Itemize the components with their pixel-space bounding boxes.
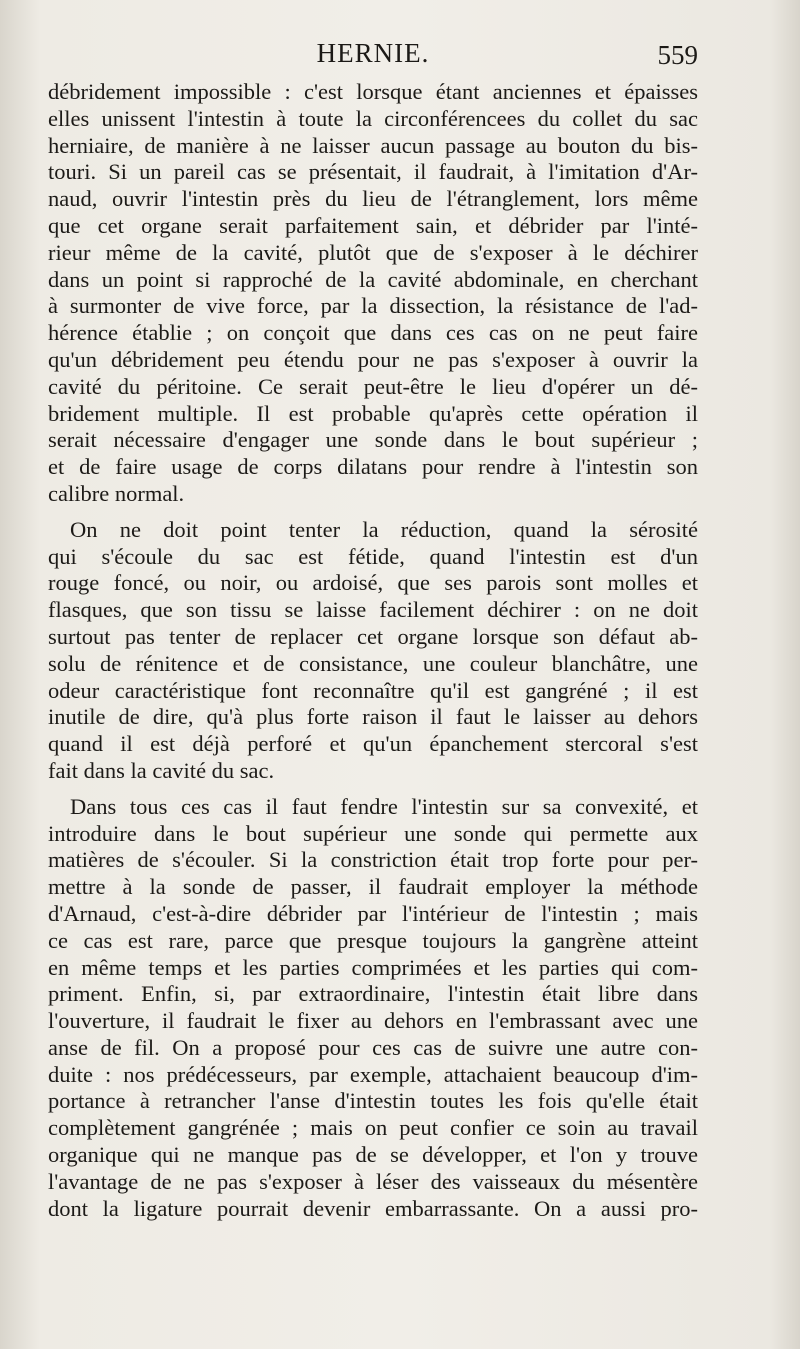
text-line: complètement gangrénée ; mais on peut confier ce soin au travail (48, 1115, 698, 1141)
text-line: qu'un débridement peu étendu pour ne pas s'exposer à ouvrir la (48, 346, 698, 372)
text-line: cavité du péritoine. Ce serait peut-être le lieu d'opérer un dé- (48, 373, 698, 399)
text-line: débridement impossible : c'est lorsque étant anciennes et épaisses (48, 79, 698, 104)
text-line: rieur même de la cavité, plutôt que de s'exposer à le déchirer (48, 239, 698, 265)
text-line: dont la ligature pourrait devenir embarrassante. On a aussi pro- (48, 1195, 698, 1221)
text-line: bridement multiple. Il est probable qu'après cette opération il (48, 400, 698, 426)
text-line: organique qui ne manque pas de se développer, et l'on y trouve (48, 1142, 698, 1168)
text-line: et de faire usage de corps dilatans pour rendre à l'intestin son (48, 454, 698, 480)
text-line: en même temps et les parties comprimées et les parties qui com- (48, 954, 698, 980)
paragraph-gap (48, 508, 698, 517)
text-line: anse de fil. On a proposé pour ces cas de suivre une autre con- (48, 1034, 698, 1060)
text-line: odeur caractéristique font reconnaître qu'il est gangréné ; il est (48, 677, 698, 703)
text-line: herniaire, de manière à ne laisser aucun passage au bouton du bis- (48, 132, 698, 158)
text-line: Dans tous ces cas il faut fendre l'intestin sur sa convexité, et (70, 793, 698, 819)
text-line: matières de s'écouler. Si la constriction était trop forte pour per- (48, 847, 698, 873)
page-header (48, 38, 698, 78)
paragraph (48, 517, 698, 785)
text-line: dans un point si rapproché de la cavité abdominale, en cherchant (48, 266, 698, 292)
text-line: calibre normal. (48, 480, 185, 506)
text-line: surtout pas tenter de replacer cet organe lorsque son défaut ab- (48, 623, 698, 649)
paragraph (48, 79, 698, 508)
text-line: solu de rénitence et de consistance, une couleur blanchâtre, une (48, 650, 698, 676)
text-line: à surmonter de vive force, par la dissection, la résistance de l'ad- (48, 293, 698, 319)
paragraph-gap (48, 785, 698, 794)
text-line: duite : nos prédécesseurs, par exemple, attachaient beaucoup d'im- (48, 1061, 698, 1087)
text-line: qui s'écoule du sac est fétide, quand l'intestin est d'un (48, 543, 698, 569)
text-line: d'Arnaud, c'est-à-dire débrider par l'intérieur de l'intestin ; mais (48, 900, 698, 926)
text-line: naud, ouvrir l'intestin près du lieu de l'étranglement, lors même (48, 186, 698, 212)
text-line: mettre à la sonde de passer, il faudrait employer la méthode (48, 874, 698, 900)
text-line: que cet organe serait parfaitement sain, et débrider par l'inté- (48, 212, 698, 238)
text-line: priment. Enfin, si, par extraordinaire, l'intestin était libre dans (48, 981, 698, 1007)
text-line: flasques, que son tissu se laisse facilement déchirer : on ne doit (48, 597, 698, 623)
text-line: hérence établie ; on conçoit que dans ces cas on ne peut faire (48, 320, 698, 346)
body-text (48, 79, 698, 1222)
running-title: HERNIE. (316, 38, 430, 68)
text-line: On ne doit point tenter la réduction, quand la sérosité (70, 516, 698, 542)
text-line: l'avantage de ne pas s'exposer à léser des vaisseaux du mésentère (48, 1168, 698, 1194)
page-number: 559 (657, 40, 698, 70)
text-line: fait dans la cavité du sac. (48, 757, 275, 783)
text-line: quand il est déjà perforé et qu'un épanchement stercoral s'est (48, 731, 698, 757)
text-line: introduire dans le bout supérieur une sonde qui permette aux (48, 820, 698, 846)
text-line: serait nécessaire d'engager une sonde dans le bout supérieur ; (48, 427, 698, 453)
text-line: portance à retrancher l'anse d'intestin toutes les fois qu'elle était (48, 1088, 698, 1114)
text-line: elles unissent l'intestin à toute la circonférencees du collet du sac (48, 105, 698, 131)
text-line: ce cas est rare, parce que presque toujours la gangrène atteint (48, 927, 698, 953)
text-line: rouge foncé, ou noir, ou ardoisé, que ses parois sont molles et (48, 570, 698, 596)
text-line: l'ouverture, il faudrait le fixer au dehors en l'embrassant avec une (48, 1008, 698, 1034)
text-line: touri. Si un pareil cas se présentait, il faudrait, à l'imitation d'Ar- (48, 159, 698, 185)
text-line: inutile de dire, qu'à plus forte raison il faut le laisser au dehors (48, 704, 698, 730)
paragraph (48, 794, 698, 1223)
